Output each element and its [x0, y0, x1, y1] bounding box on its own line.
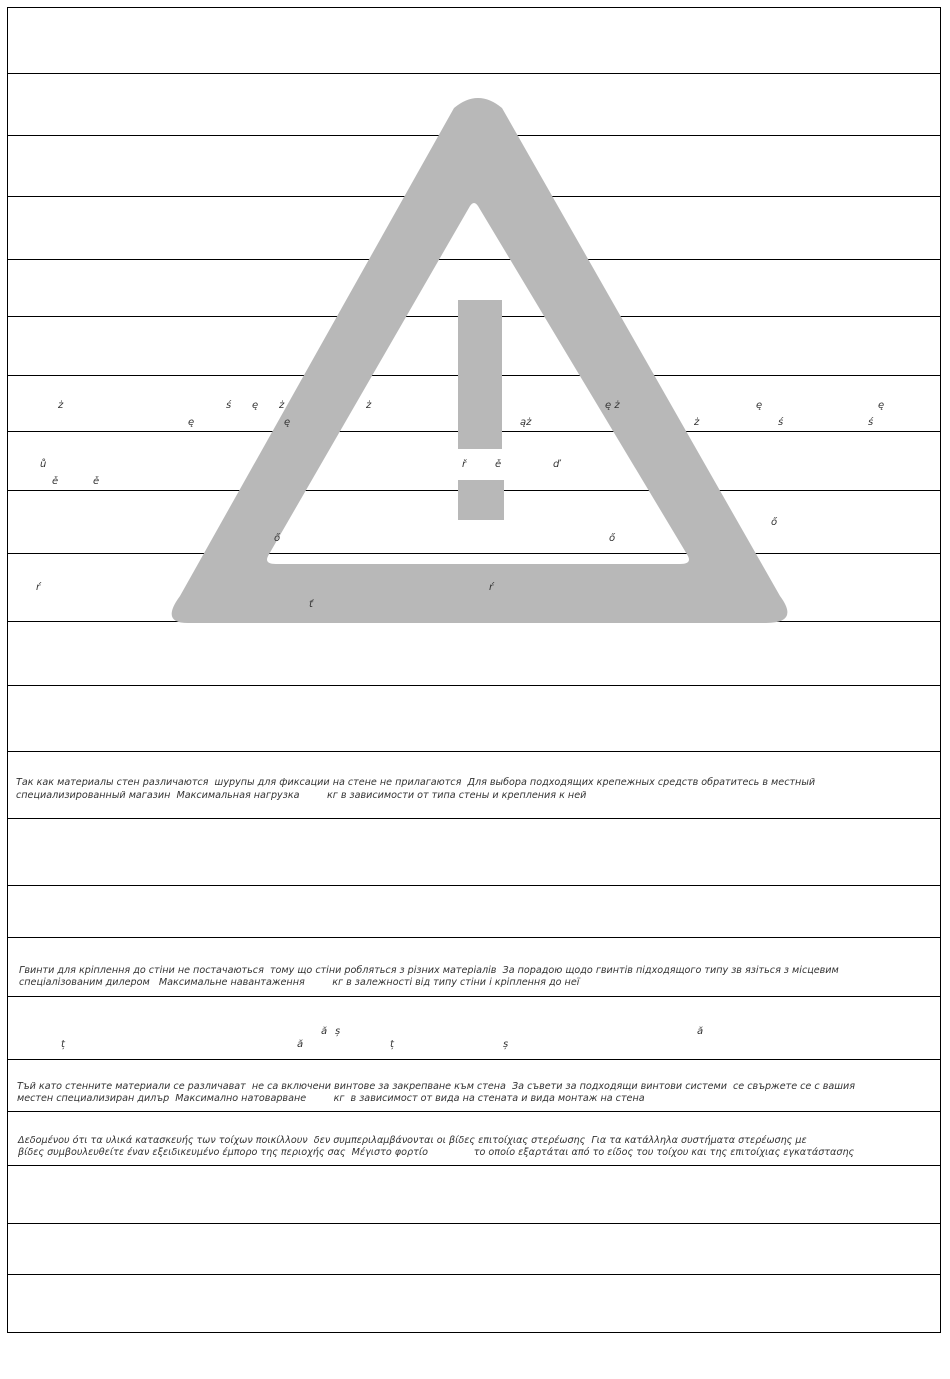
diacritic-fragment: ę [252, 400, 259, 411]
diacritic-fragment: ě [93, 476, 100, 487]
diacritic-fragment: ț [390, 1039, 394, 1050]
exclamation-dot [458, 480, 504, 520]
diacritic-fragment: ș [503, 1039, 509, 1050]
row-divider [8, 751, 940, 752]
diacritic-fragment: ŕ [36, 582, 41, 593]
diacritic-fragment: ș [335, 1026, 341, 1037]
greek-text-line-2: βίδες συμβουλευθείτε έναν εξειδικευμένο έμπορο της περιοχής σας Μέγιστο φορτίο το οποίο εξαρτάται από το είδος του τοίχου και της επιτοίχιας εγκατάστασης [18, 1147, 855, 1158]
diacritic-fragment: ě [495, 459, 502, 470]
diacritic-fragment: ę [756, 400, 763, 411]
diacritic-fragment: ś [778, 417, 784, 428]
russian-text-line-2: специализированный магазин Максимальная нагрузка кг в зависимости от типа стены и крепления к ней [16, 790, 587, 801]
diacritic-fragment: ż [366, 400, 372, 411]
greek-text-line-1: Δεδομένου ότι τα υλικά κατασκευής των τοίχων ποικίλλουν δεν συμπεριλαμβάνονται οι βίδες επιτοίχιας στερέωσης Για τα κατάλληλα συστήματα στερέωσης με [18, 1135, 807, 1146]
russian-text-line-1: Так как материалы стен различаются шурупы для фиксации на стене не прилагаются Для выбора подходящих крепежных средств обратитесь в местный [16, 777, 816, 788]
row-divider [8, 885, 940, 886]
diacritic-fragment: ż [58, 400, 64, 411]
diacritic-fragment: ő [771, 517, 778, 528]
diacritic-fragment: ť [309, 599, 313, 610]
row-divider [8, 685, 940, 686]
diacritic-fragment: ď [553, 459, 560, 470]
diacritic-fragment: ă [697, 1026, 704, 1037]
diacritic-fragment: ă [321, 1026, 328, 1037]
diacritic-fragment: ŕ [489, 582, 494, 593]
bulgarian-text-line-2: местен специализиран дилър Максимално натоварване кг в зависимост от вида на стената и вида монтаж на стена [17, 1093, 645, 1104]
diacritic-fragment: ś [868, 417, 874, 428]
row-divider [8, 1223, 940, 1224]
row-divider [8, 818, 940, 819]
bulgarian-text-line-1: Тъй като стенните материали се различават не са включени винтове за закрепване към стена За съвети за подходящи винтови системи се свържете се с вашия [17, 1081, 856, 1092]
warning-triangle-icon [160, 88, 800, 633]
ukrainian-text-line-1: Гвинти для кріплення до стіни не постачаються тому що стіни робляться з різних матеріалів За порадою щодо гвинтів підходящого типу зв язіться з місцевим [19, 965, 839, 976]
ukrainian-text-line-2: спеціалізованим дилером Максимальне навантаження кг в залежності від типу стіни і кріплення до неї [19, 977, 580, 988]
diacritic-fragment: ę [188, 417, 195, 428]
diacritic-fragment: ąż [520, 417, 532, 428]
diacritic-fragment: ő [609, 533, 616, 544]
diacritic-fragment: ř [462, 459, 467, 470]
diacritic-fragment: ę ż [605, 400, 620, 411]
diacritic-fragment: ż [694, 417, 700, 428]
row-divider [8, 937, 940, 938]
row-divider [8, 1274, 940, 1275]
diacritic-fragment: ś [226, 400, 232, 411]
diacritic-fragment: ż [279, 400, 285, 411]
row-divider [8, 1111, 940, 1112]
row-divider [8, 1059, 940, 1060]
diacritic-fragment: ę [878, 400, 885, 411]
diacritic-fragment: ő [274, 533, 281, 544]
diacritic-fragment: ę [284, 417, 291, 428]
diacritic-fragment: ă [297, 1039, 304, 1050]
row-divider [8, 73, 940, 74]
row-divider [8, 996, 940, 997]
exclamation-bar [458, 300, 502, 449]
row-divider [8, 1165, 940, 1166]
diacritic-fragment: ů [40, 459, 47, 470]
diacritic-fragment: ě [52, 476, 59, 487]
diacritic-fragment: ț [61, 1039, 65, 1050]
